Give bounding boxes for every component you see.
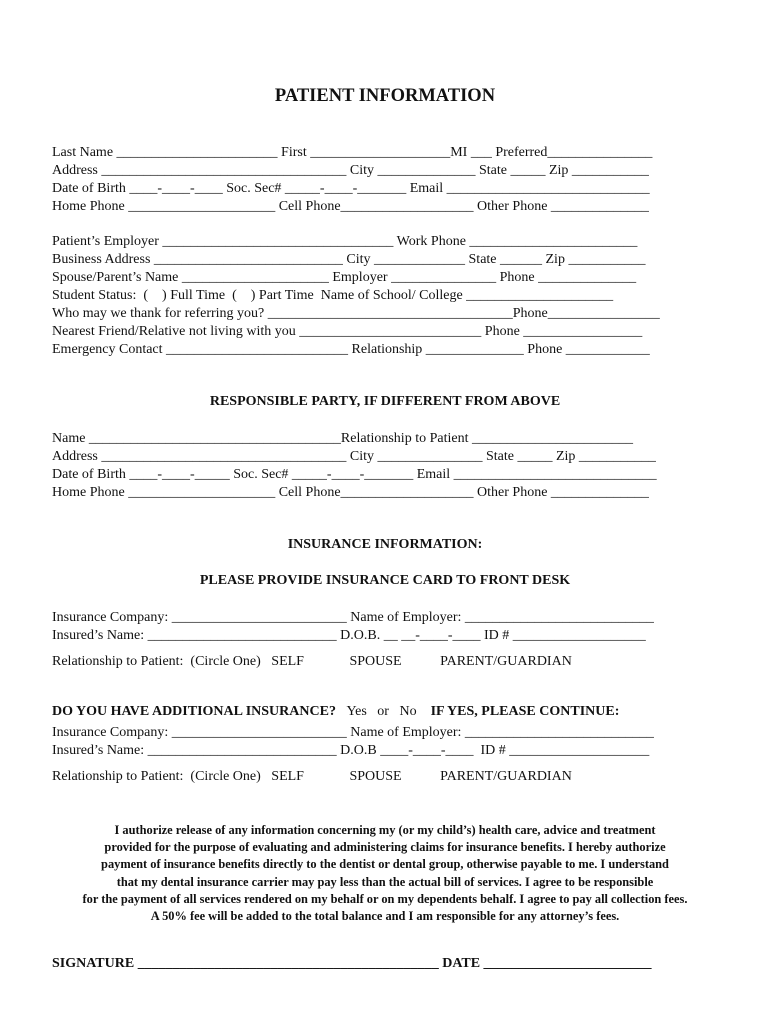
yes-no-options[interactable]: Yes or No: [346, 704, 417, 719]
insurance-heading: INSURANCE INFORMATION:: [287, 537, 483, 552]
responsible-party-heading: RESPONSIBLE PARTY, IF DIFFERENT FROM ABOVE: [209, 394, 561, 409]
authorization-line: for the payment of all services rendered on my behalf or on my dependents behalf. I agree to pay all collection fees.: [82, 891, 688, 906]
authorization-line: that my dental insurance carrier may pay less than the actual bill of services. I agree to be responsible: [116, 874, 654, 889]
primary-relationship-line[interactable]: Relationship to Patient: (Circle One) SELF SPOUSE PARENT/GUARDIAN: [52, 654, 572, 669]
primary-insured-name-line[interactable]: Insured’s Name: ___________________________ D.O.B. __ __-____-____ ID # ___________________: [52, 628, 646, 643]
nearest-relative-line[interactable]: Nearest Friend/Relative not living with you __________________________ Phone _________________: [52, 324, 643, 339]
authorization-line: payment of insurance benefits directly to the dentist or dental group, otherwise payable to me. I understand: [101, 857, 669, 872]
primary-insurance-company-line[interactable]: Insurance Company: _________________________ Name of Employer: ___________________________: [52, 610, 654, 625]
authorization-paragraph: [0, 822, 770, 925]
secondary-relationship-line[interactable]: Relationship to Patient: (Circle One) SELF SPOUSE PARENT/GUARDIAN: [52, 769, 572, 784]
authorization-line: provided for the purpose of evaluating and administering claims for insurance benefits. I hereby authorize: [104, 840, 666, 855]
responsible-phone-line[interactable]: Home Phone _____________________ Cell Phone___________________ Other Phone ______________: [52, 485, 649, 500]
signature-date-line[interactable]: SIGNATURE ___________________________________________ DATE ________________________: [52, 956, 652, 971]
student-status-line[interactable]: Student Status: ( ) Full Time ( ) Part Time Name of School/ College _____________________: [52, 288, 614, 303]
continue-note: IF YES, PLEASE CONTINUE:: [430, 704, 620, 719]
last-name-line[interactable]: Last Name _______________________ First ____________________MI ___ Preferred_______________: [52, 145, 653, 160]
address-line[interactable]: Address ___________________________________ City ______________ State _____ Zip ___________: [52, 163, 649, 178]
authorization-line: I authorize release of any information concerning my (or my child’s) health care, advice and treatment: [114, 823, 656, 837]
additional-insurance-question: [52, 688, 619, 720]
secondary-insurance-company-line[interactable]: Insurance Company: _________________________ Name of Employer: ___________________________: [52, 725, 654, 740]
emergency-contact-line[interactable]: Emergency Contact __________________________ Relationship ______________ Phone ____________: [52, 342, 650, 357]
home-phone-line[interactable]: Home Phone _____________________ Cell Phone___________________ Other Phone ______________: [52, 199, 649, 214]
business-address-line[interactable]: Business Address ___________________________ City _____________ State ______ Zip ___________: [52, 252, 646, 267]
additional-insurance-label: DO YOU HAVE ADDITIONAL INSURANCE?: [52, 704, 336, 719]
authorization-line: A 50% fee will be added to the total balance and I am responsible for any attorney’s fees.: [150, 909, 620, 924]
referral-line[interactable]: Who may we thank for referring you? ___________________________________Phone________________: [52, 306, 660, 321]
secondary-insured-name-line[interactable]: Insured’s Name: ___________________________ D.O.B ____-____-____ ID # ____________________: [52, 743, 650, 758]
responsible-name-line[interactable]: Name ____________________________________Relationship to Patient _______________________: [52, 431, 633, 446]
spouse-parent-line[interactable]: Spouse/Parent’s Name _____________________ Employer _______________ Phone ______________: [52, 270, 637, 285]
responsible-address-line[interactable]: Address ___________________________________ City _______________ State _____ Zip ___________: [52, 449, 656, 464]
responsible-dob-line[interactable]: Date of Birth ____-____-_____ Soc. Sec# _____-____-_______ Email _____________________________: [52, 467, 657, 482]
employer-line[interactable]: Patient’s Employer _________________________________ Work Phone ________________________: [52, 234, 638, 249]
form-title: PATIENT INFORMATION: [274, 86, 496, 106]
insurance-card-notice: PLEASE PROVIDE INSURANCE CARD TO FRONT DESK: [199, 573, 571, 588]
dob-line[interactable]: Date of Birth ____-____-____ Soc. Sec# _____-____-_______ Email _____________________________: [52, 181, 650, 196]
